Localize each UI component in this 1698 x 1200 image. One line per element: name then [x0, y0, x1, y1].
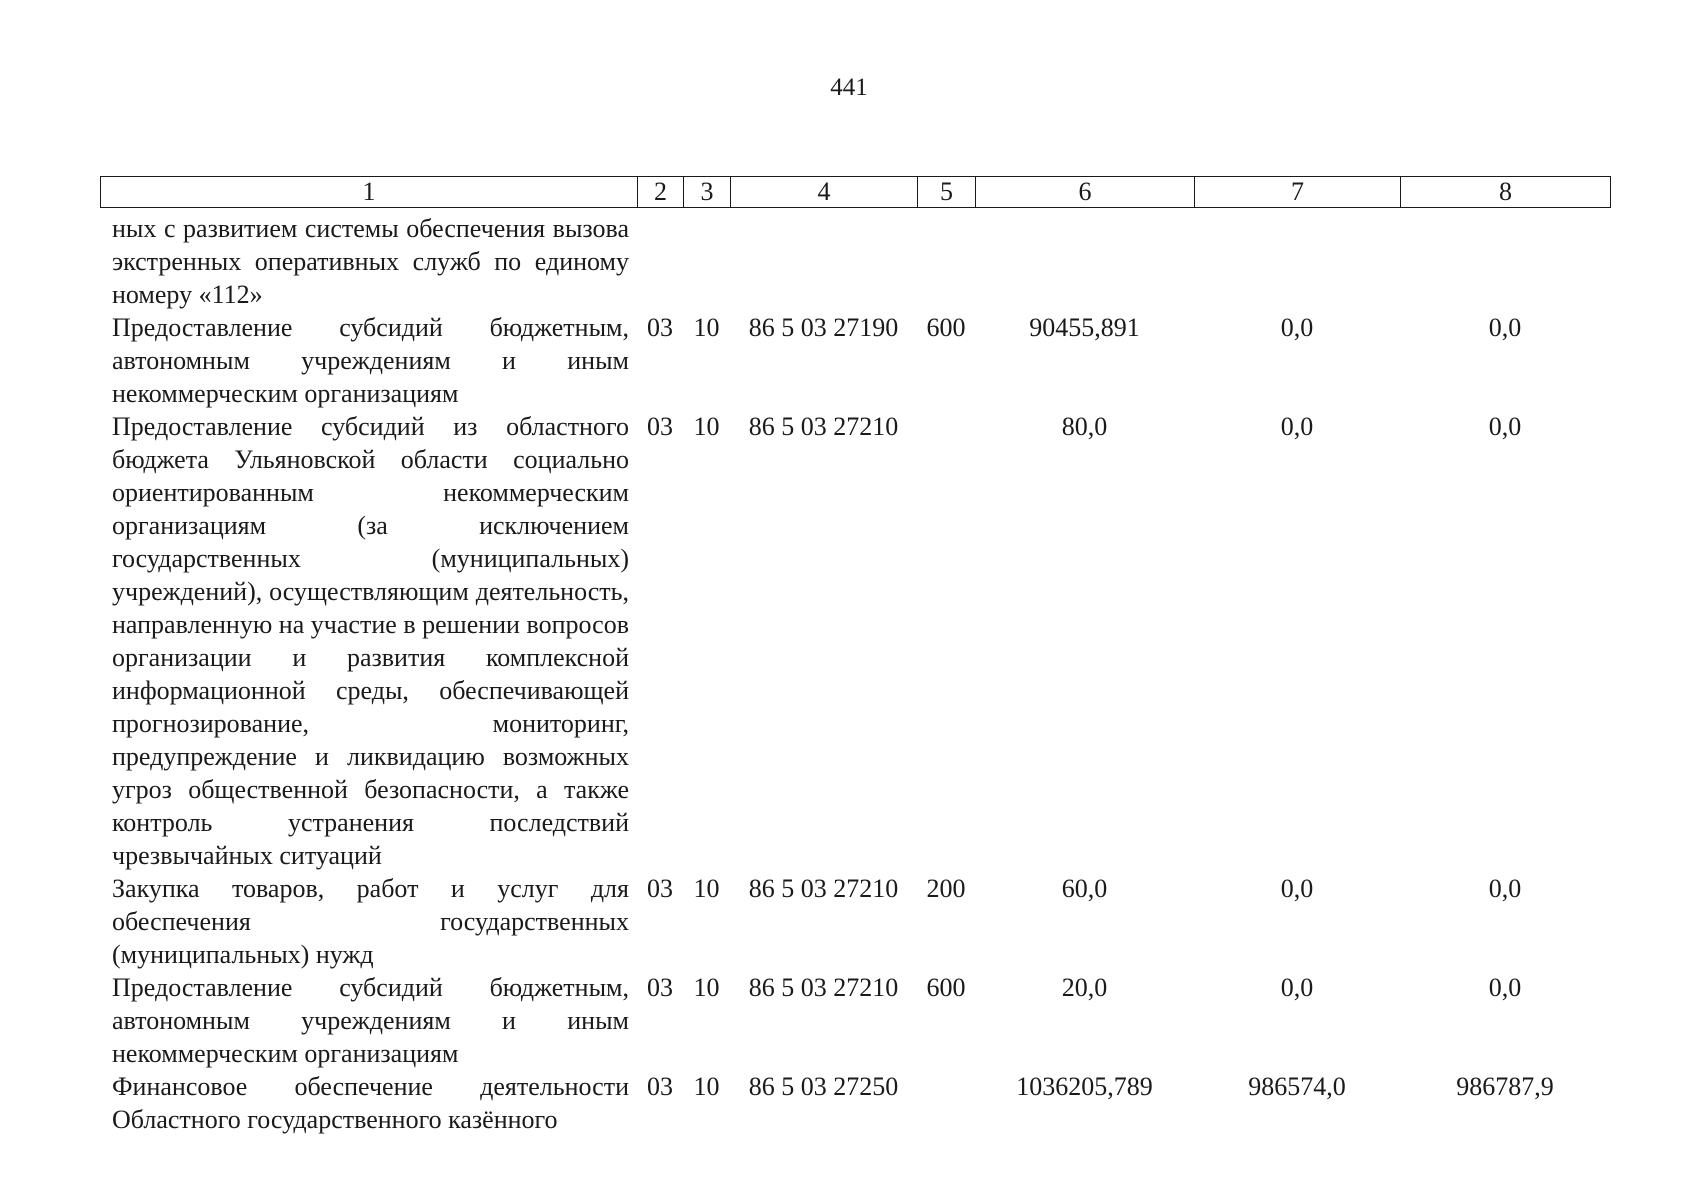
table-row	[100, 410, 1610, 872]
subsection-code	[683, 212, 730, 311]
amount-col-8: 0,0	[1488, 973, 1522, 1002]
header-col-1: 1	[101, 177, 638, 208]
expense-type-code	[917, 410, 975, 872]
subsection-code: 10	[693, 1072, 720, 1101]
amount-col-8: 0,0	[1488, 313, 1522, 342]
subsection-code: 10	[693, 412, 720, 441]
target-article-code: 86 5 03 27190	[748, 313, 899, 342]
table-row	[100, 1070, 1610, 1136]
section-code: 03	[647, 412, 673, 441]
expense-type-code	[917, 212, 975, 311]
target-article-code: 86 5 03 27210	[748, 874, 899, 903]
target-article-code: 86 5 03 27250	[748, 1072, 899, 1101]
amount-col-6: 20,0	[1061, 973, 1108, 1002]
section-code: 03	[647, 874, 673, 903]
row-description: Закупка товаров, работ и услуг для обеспечения государственных (муниципальных) нужд	[112, 874, 629, 969]
amount-col-6	[975, 212, 1194, 311]
subsection-code: 10	[693, 973, 720, 1002]
table-row	[100, 311, 1610, 410]
table-row	[100, 971, 1610, 1070]
row-description: Финансовое обеспечение деятельности Областного государственного казённого	[112, 1072, 629, 1134]
section-code: 03	[647, 313, 673, 342]
section-code	[637, 212, 683, 311]
amount-col-8	[1400, 212, 1610, 311]
amount-col-8: 0,0	[1488, 874, 1522, 903]
amount-col-6: 80,0	[1061, 412, 1108, 441]
expense-type-code: 600	[926, 973, 966, 1002]
header-col-4: 4	[731, 177, 918, 208]
subsection-code: 10	[693, 874, 720, 903]
expense-type-code	[917, 1070, 975, 1136]
header-col-7: 7	[1195, 177, 1401, 208]
amount-col-8: 0,0	[1488, 412, 1522, 441]
expense-type-code: 600	[926, 313, 966, 342]
target-article-code: 86 5 03 27210	[748, 412, 899, 441]
column-header-row	[100, 176, 1611, 208]
amount-col-6: 1036205,789	[1016, 1072, 1153, 1101]
target-article-code	[730, 212, 917, 311]
row-description: Предоставление субсидий бюджетным, автономным учреждениям и иным некоммерческим организациям	[112, 313, 629, 408]
table-row	[100, 212, 1610, 311]
row-description: Предоставление субсидий бюджетным, автономным учреждениям и иным некоммерческим организациям	[112, 973, 629, 1068]
row-description: ных с развитием системы обеспечения вызова экстренных оперативных служб по единому номеру «112»	[112, 214, 629, 309]
header-col-2: 2	[638, 177, 684, 208]
table-row	[100, 872, 1610, 971]
section-code: 03	[647, 973, 673, 1002]
amount-col-8: 986787,9	[1456, 1072, 1554, 1101]
header-col-8: 8	[1401, 177, 1611, 208]
section-code: 03	[647, 1072, 673, 1101]
header-col-5: 5	[918, 177, 976, 208]
page-number: 441	[830, 74, 868, 101]
table-body	[100, 212, 1610, 1136]
header-col-6: 6	[976, 177, 1195, 208]
amount-col-7: 0,0	[1280, 313, 1314, 342]
amount-col-7: 0,0	[1280, 874, 1314, 903]
amount-col-6: 90455,891	[1029, 313, 1140, 342]
target-article-code: 86 5 03 27210	[748, 973, 899, 1002]
amount-col-7: 986574,0	[1248, 1072, 1346, 1101]
budget-table	[100, 212, 1610, 1136]
amount-col-6: 60,0	[1061, 874, 1108, 903]
row-description: Предоставление субсидий из областного бюджета Ульяновской области социально ориентированным некоммерческим организациям (за исключением государственных (муниципальных) учреждений), осуществляющим деятельность, направленную на участие в решении вопросов организации и развития комплексной информационной среды, обеспечивающей прогнозирование, мониторинг, предупреждение и ликвидацию возможных угроз общественной безопасности, а также контроль устранения последствий чрезвычайных ситуаций	[112, 412, 629, 870]
subsection-code: 10	[693, 313, 720, 342]
amount-col-7: 0,0	[1280, 412, 1314, 441]
amount-col-7: 0,0	[1280, 973, 1314, 1002]
expense-type-code: 200	[926, 874, 966, 903]
header-col-3: 3	[684, 177, 731, 208]
amount-col-7	[1194, 212, 1400, 311]
